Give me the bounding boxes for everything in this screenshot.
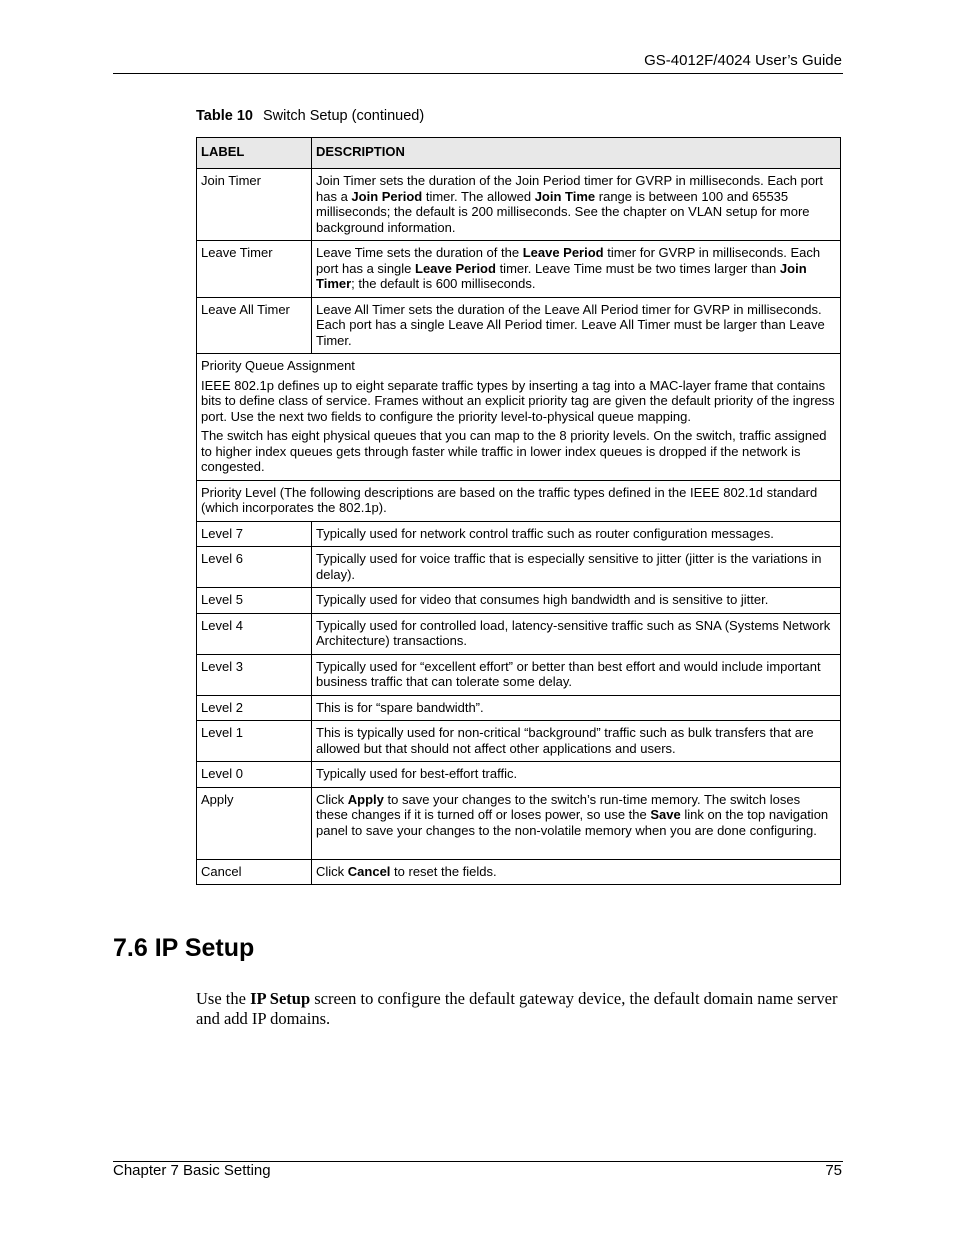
switch-setup-table bbox=[196, 137, 841, 885]
table-row bbox=[197, 613, 841, 654]
desc-text: timer for GVRP in milliseconds. Each port has a single bbox=[316, 245, 821, 276]
table-row bbox=[197, 521, 841, 547]
table-caption-label: Table 10 bbox=[196, 108, 253, 124]
table-row-full bbox=[197, 480, 841, 521]
running-header-title: GS-4012F/4024 User’s Guide bbox=[644, 52, 842, 69]
desc-text: timer. Leave Time must be two times larger than bbox=[495, 260, 780, 276]
page-number: 75 bbox=[825, 1162, 842, 1179]
priority-queue-assignment bbox=[197, 354, 841, 481]
row-description: Leave All Timer sets the duration of the Leave All Period timer for GVRP in milliseconds. Each port has a single Leave All Period timer. Leave All Timer must be larger than Leave Timer. bbox=[312, 297, 841, 354]
column-header-description: DESCRIPTION bbox=[312, 138, 841, 169]
row-label: Level 7 bbox=[197, 521, 312, 547]
table-row bbox=[197, 169, 841, 241]
desc-bold: Join Time bbox=[534, 188, 596, 204]
row-label: Apply bbox=[197, 787, 312, 859]
row-label: Level 2 bbox=[197, 695, 312, 721]
table-row bbox=[197, 297, 841, 354]
column-header-label: LABEL bbox=[197, 138, 312, 169]
row-label: Level 6 bbox=[197, 547, 312, 588]
desc-bold: Leave Period bbox=[522, 245, 604, 260]
row-description: This is typically used for non-critical “background” traffic such as bulk transfers that are allowed but that should not affect other applications and users. bbox=[312, 721, 841, 762]
table-caption-text: Switch Setup (continued) bbox=[262, 108, 425, 124]
desc-text: range is between 100 and 65535 milliseconds; the default is 200 milliseconds. See the chapter on VLAN setup for more background information. bbox=[316, 188, 810, 235]
desc-text: ; the default is 600 milliseconds. bbox=[351, 276, 536, 291]
row-description bbox=[312, 169, 841, 241]
row-description bbox=[312, 787, 841, 859]
priority-queue-paragraph: IEEE 802.1p defines up to eight separate traffic types by inserting a tag into a MAC-layer frame that contains bits to define class of service. Frames without an explicit priority tag are given the default priority of the ingress port. Use the next two fields to configure the priority level-to-physical queue mapping. bbox=[201, 377, 835, 424]
desc-bold: Apply bbox=[347, 791, 384, 807]
row-description: This is for “spare bandwidth”. bbox=[312, 695, 841, 721]
desc-text: Click bbox=[316, 863, 348, 879]
desc-bold: Leave Period bbox=[415, 260, 496, 276]
desc-bold: Save bbox=[650, 807, 681, 822]
row-description bbox=[312, 859, 841, 885]
table-row bbox=[197, 721, 841, 762]
row-label: Leave Timer bbox=[197, 241, 312, 298]
table-header-row bbox=[197, 138, 841, 169]
header-divider bbox=[113, 73, 843, 74]
priority-queue-paragraph: The switch has eight physical queues that you can map to the 8 priority levels. On the switch, traffic assigned to higher index queues gets through faster while traffic in lower index queues is dropped if the network is congested. bbox=[201, 428, 827, 474]
section-body-text bbox=[196, 989, 841, 1029]
desc-text: timer. The allowed bbox=[422, 188, 535, 204]
desc-text: to save your changes to the switch’s run-time memory. The switch loses these changes if it is turned off or loses power, so use the bbox=[316, 791, 801, 822]
table-row-full bbox=[197, 354, 841, 481]
section-heading: 7.6 IP Setup bbox=[113, 934, 255, 962]
table-caption bbox=[196, 108, 424, 124]
desc-bold: Join Timer bbox=[316, 260, 807, 291]
row-description: Typically used for controlled load, latency-sensitive traffic such as SNA (Systems Network Architecture) transactions. bbox=[312, 613, 841, 654]
row-label: Level 4 bbox=[197, 613, 312, 654]
table-row bbox=[197, 241, 841, 298]
desc-text: to reset the fields. bbox=[390, 863, 497, 879]
table-row bbox=[197, 695, 841, 721]
row-description: Typically used for video that consumes high bandwidth and is sensitive to jitter. bbox=[312, 588, 841, 614]
desc-text: Join Timer sets the duration of the Join Period timer for GVRP in milliseconds. Each port has a bbox=[316, 173, 823, 204]
row-label: Level 5 bbox=[197, 588, 312, 614]
body-text-run: Use the bbox=[196, 989, 251, 1008]
row-label: Join Timer bbox=[197, 169, 312, 241]
row-description bbox=[312, 241, 841, 298]
desc-text: link on the top navigation panel to save your changes to the non-volatile memory when you are done configuring. bbox=[316, 807, 829, 838]
priority-level-intro: Priority Level (The following descriptions are based on the traffic types defined in the IEEE 802.1d standard (which incorporates the 802.1p). bbox=[197, 480, 841, 521]
desc-text: Leave Time sets the duration of the bbox=[316, 245, 523, 260]
desc-bold: Cancel bbox=[347, 863, 391, 879]
row-label: Level 3 bbox=[197, 654, 312, 695]
footer-chapter: Chapter 7 Basic Setting bbox=[113, 1162, 271, 1179]
body-text-run: screen to configure the default gateway device, the default domain name server and add IP domains. bbox=[196, 989, 838, 1028]
table-row bbox=[197, 547, 841, 588]
desc-bold: Join Period bbox=[351, 188, 423, 204]
desc-text: Click bbox=[316, 791, 348, 807]
table-row bbox=[197, 762, 841, 788]
row-label: Cancel bbox=[197, 859, 312, 885]
row-description: Typically used for network control traffic such as router configuration messages. bbox=[312, 521, 841, 547]
row-label: Level 1 bbox=[197, 721, 312, 762]
table-row bbox=[197, 787, 841, 859]
body-text-bold: IP Setup bbox=[250, 989, 311, 1008]
table-row bbox=[197, 859, 841, 885]
row-label: Level 0 bbox=[197, 762, 312, 788]
row-description: Typically used for voice traffic that is especially sensitive to jitter (jitter is the variations in delay). bbox=[312, 547, 841, 588]
table-row bbox=[197, 588, 841, 614]
priority-queue-title: Priority Queue Assignment bbox=[201, 358, 355, 373]
row-label: Leave All Timer bbox=[197, 297, 312, 354]
row-description: Typically used for “excellent effort” or better than best effort and would include important business traffic that can tolerate some delay. bbox=[312, 654, 841, 695]
row-description: Typically used for best-effort traffic. bbox=[312, 762, 841, 788]
table-row bbox=[197, 654, 841, 695]
